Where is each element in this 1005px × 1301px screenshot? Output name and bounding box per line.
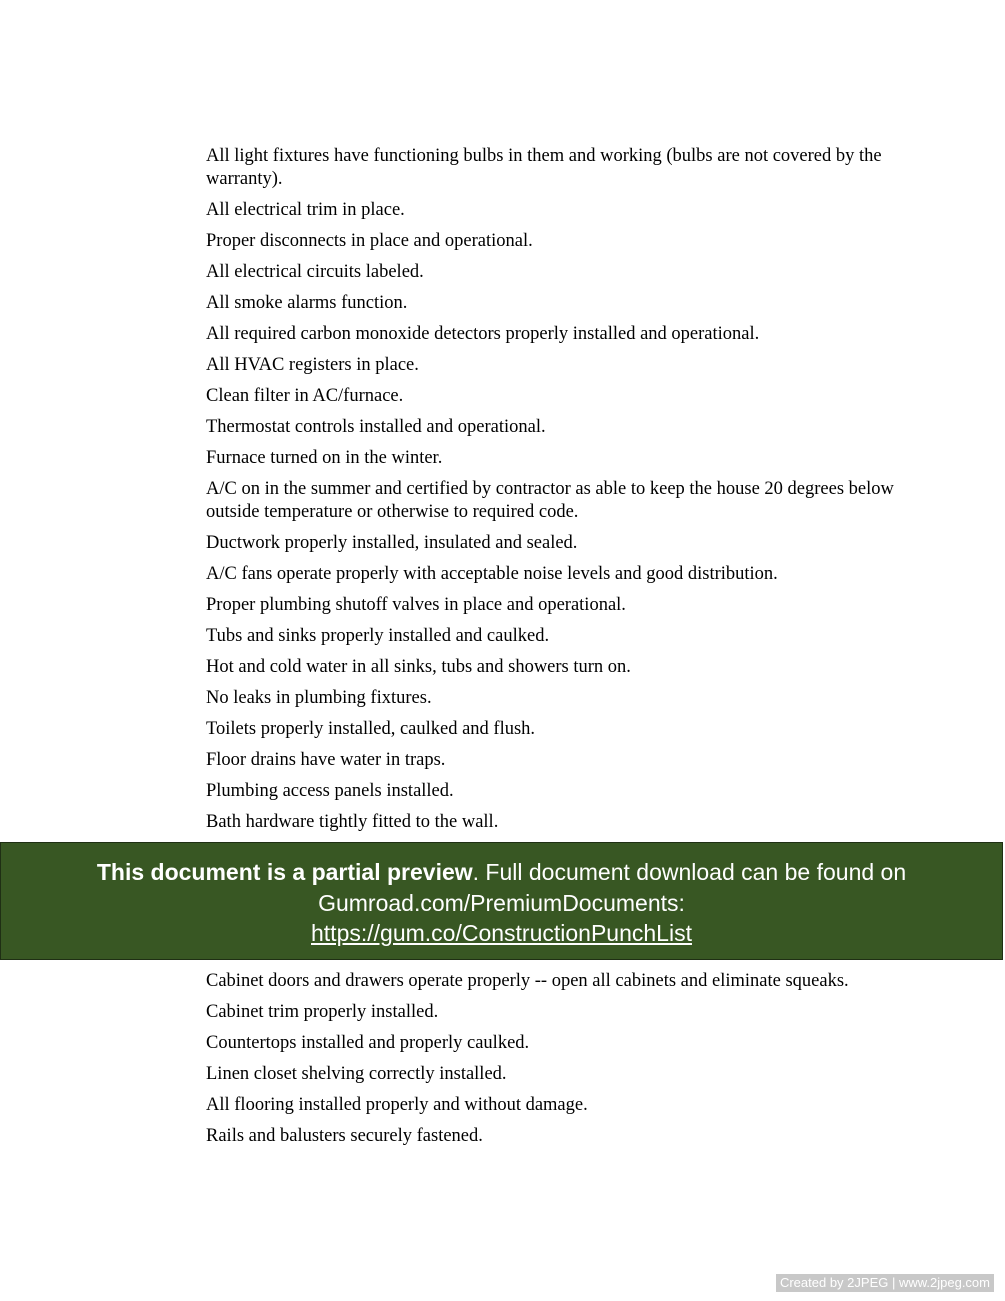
checklist-item: Cabinet doors and drawers operate properly -- open all cabinets and eliminate squeaks. bbox=[206, 971, 849, 991]
checklist-item: Toilets properly installed, caulked and flush. bbox=[206, 719, 536, 739]
checklist-item: A/C on in the summer and certified by contractor as able to keep the house 20 degrees below outside temperature or otherwise to required code. bbox=[206, 479, 894, 522]
checklist-item: Cabinet trim properly installed. bbox=[206, 1002, 439, 1022]
checklist-bottom bbox=[206, 970, 896, 1156]
checklist-item: Hot and cold water in all sinks, tubs and showers turn on. bbox=[206, 657, 631, 677]
checklist-item: All electrical circuits labeled. bbox=[206, 262, 424, 282]
checklist-item: Ductwork properly installed, insulated and sealed. bbox=[206, 533, 578, 553]
checklist-item: Tubs and sinks properly installed and caulked. bbox=[206, 626, 550, 646]
banner-bold-text: This document is a partial preview bbox=[96, 859, 473, 885]
checklist-item: All HVAC registers in place. bbox=[206, 355, 419, 375]
preview-banner bbox=[0, 842, 1003, 960]
checklist-item: A/C fans operate properly with acceptable noise levels and good distribution. bbox=[206, 564, 778, 584]
checklist-item: Clean filter in AC/furnace. bbox=[206, 386, 404, 406]
checklist-item: Proper disconnects in place and operational. bbox=[206, 231, 533, 251]
banner-text: . Full document download can be found on bbox=[472, 859, 907, 885]
checklist-item: Proper plumbing shutoff valves in place and operational. bbox=[206, 595, 626, 615]
download-link[interactable]: https://gum.co/ConstructionPunchList bbox=[311, 920, 692, 946]
checklist-item: All required carbon monoxide detectors properly installed and operational. bbox=[206, 324, 760, 344]
banner-line-3 bbox=[1, 918, 1002, 949]
checklist-item: All smoke alarms function. bbox=[206, 293, 408, 313]
checklist-item: Countertops installed and properly caulked. bbox=[206, 1033, 530, 1053]
checklist-item: All electrical trim in place. bbox=[206, 200, 405, 220]
checklist-item: Bath hardware tightly fitted to the wall. bbox=[206, 812, 499, 832]
banner-line-2: Gumroad.com/PremiumDocuments: bbox=[318, 889, 685, 916]
banner-line-1 bbox=[1, 857, 1002, 888]
checklist-item: Rails and balusters securely fastened. bbox=[206, 1126, 483, 1146]
checklist-item: No leaks in plumbing fixtures. bbox=[206, 688, 432, 708]
watermark: Created by 2JPEG | www.2jpeg.com bbox=[776, 1274, 994, 1292]
checklist-item: Floor drains have water in traps. bbox=[206, 750, 446, 770]
checklist-item: All light fixtures have functioning bulbs in them and working (bulbs are not covered by the warranty). bbox=[206, 146, 882, 189]
checklist-item: Thermostat controls installed and operational. bbox=[206, 417, 546, 437]
checklist-item: Plumbing access panels installed. bbox=[206, 781, 454, 801]
checklist-item: Furnace turned on in the winter. bbox=[206, 448, 443, 468]
checklist-item: All flooring installed properly and without damage. bbox=[206, 1095, 588, 1115]
checklist-top bbox=[206, 145, 896, 842]
checklist-item: Linen closet shelving correctly installed. bbox=[206, 1064, 507, 1084]
